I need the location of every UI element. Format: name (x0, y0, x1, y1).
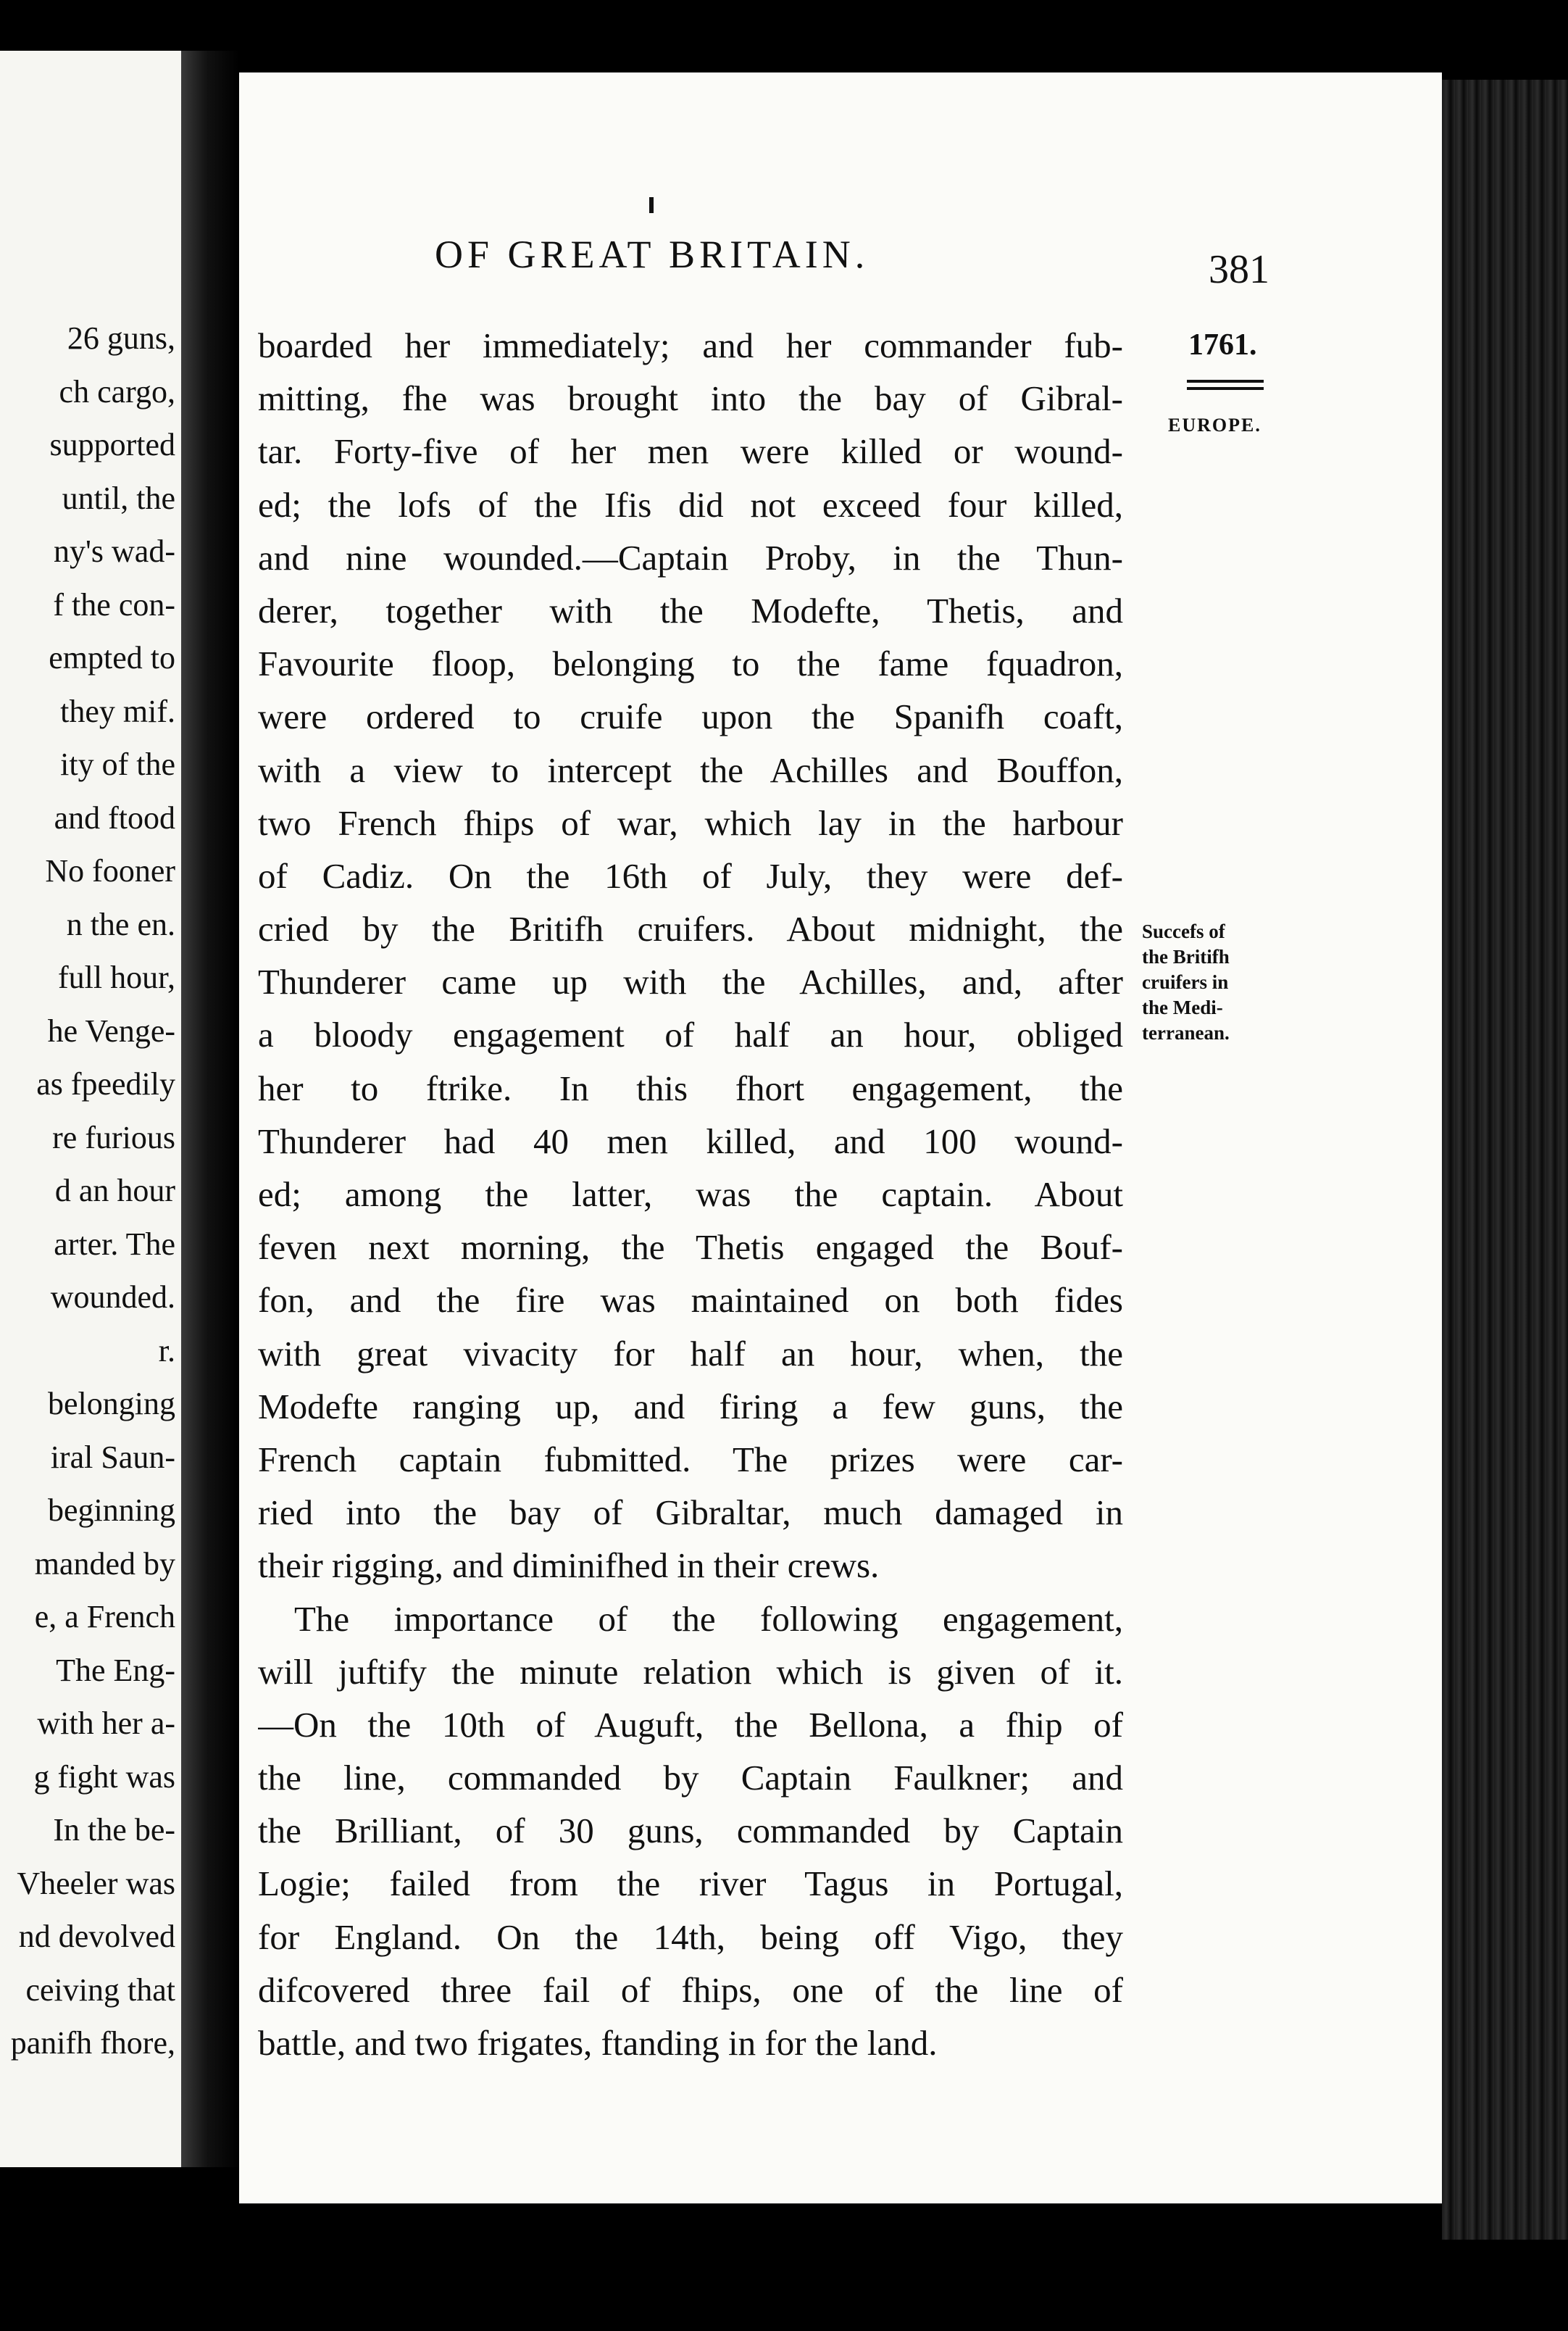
body-line: for England. On the 14th, being off Vigo, they (258, 1916, 1123, 1957)
facing-page-line: ceiving that (25, 1971, 175, 2008)
facing-page-line: Vheeler was (17, 1865, 175, 1901)
body-line: Logie; failed from the river Tagus in Portugal, (258, 1863, 1123, 1904)
body-line: boarded her immediately; and her commander fub- (258, 325, 1123, 365)
printer-mark (649, 197, 654, 213)
facing-page-line: full hour, (58, 960, 175, 995)
body-line: difcovered three fail of fhips, one of the line of (258, 1969, 1123, 2010)
facing-page-line: he Venge- (47, 1013, 175, 1049)
body-line: the line, commanded by Captain Faulkner; and (258, 1758, 1123, 1798)
body-line: Modefte ranging up, and firing a few guns, the (258, 1386, 1123, 1426)
body-line: cried by the Britifh cruifers. About midnight, the (258, 909, 1123, 950)
body-line: Thunderer came up with the Achilles, and, after (258, 962, 1123, 1002)
body-line: were ordered to cruife upon the Spanifh coaft, (258, 697, 1123, 737)
facing-page-line: as fpeedily (36, 1066, 175, 1102)
facing-page-line: n the en. (66, 906, 175, 942)
body-line: mitting, fhe was brought into the bay of Gibral- (258, 378, 1123, 419)
side-note-line: cruifers in (1142, 971, 1229, 993)
facing-page-line: d an hour (54, 1173, 175, 1208)
facing-page-line: arter. The (54, 1226, 175, 1262)
facing-page-line: f the con- (53, 586, 175, 623)
body-line: ed; among the latter, was the captain. About (258, 1174, 1123, 1214)
body-line: a bloody engagement of half an hour, obliged (258, 1015, 1123, 1055)
facing-page-line: nd devolved (18, 1919, 175, 1954)
facing-page-line: g fight was (33, 1758, 175, 1795)
facing-page-line: manded by (34, 1545, 175, 1582)
body-line: The importance of the following engagement, (294, 1598, 1123, 1639)
facing-page-text (11, 312, 175, 2070)
facing-page-line: iral Saun- (50, 1439, 175, 1475)
body-line: her to ftrike. In this fhort engagement, the (258, 1068, 1123, 1108)
facing-page-line: ch cargo, (59, 373, 175, 410)
facing-page-line: until, the (62, 480, 175, 516)
facing-page-line: ny's wad- (53, 533, 175, 569)
side-note-line: the Medi- (1142, 997, 1223, 1018)
facing-page-line: e, a French (34, 1599, 175, 1634)
body-line: derer, together with the Modefte, Thetis, and (258, 590, 1123, 631)
facing-page-line: panifh fhore, (10, 2025, 175, 2061)
body-line: and nine wounded.—Captain Proby, in the Thun- (258, 537, 1123, 578)
body-line: fon, and the fire was maintained on both fides (258, 1280, 1123, 1321)
body-line: will juftify the minute relation which is given of it. (258, 1651, 1123, 1692)
facing-page-line: In the be- (53, 1812, 175, 1848)
margin-year: 1761. (1188, 328, 1257, 362)
page-edges (1442, 80, 1568, 2240)
body-line: feven next morning, the Thetis engaged the Bouf- (258, 1227, 1123, 1268)
facing-page-fragment (0, 51, 181, 2167)
facing-page-line: No fooner (45, 853, 175, 889)
body-line: Favourite floop, belonging to the fame fquadron, (258, 644, 1123, 684)
body-line: the Brilliant, of 30 guns, commanded by Captain (258, 1811, 1123, 1851)
facing-page-line: 26 guns, (67, 320, 175, 356)
side-note (1142, 919, 1265, 1046)
facing-page-line: The Eng- (56, 1652, 175, 1688)
body-line: of Cadiz. On the 16th of July, they were def- (258, 855, 1123, 896)
facing-page-line: empted to (49, 640, 175, 676)
facing-page-line: supported (49, 427, 175, 462)
body-line: with great vivacity for half an hour, when, the (258, 1333, 1123, 1374)
body-line: their rigging, and diminifhed in their crews. (258, 1545, 880, 1586)
side-note-line: terranean. (1142, 1022, 1230, 1044)
body-text (258, 319, 1123, 2069)
facing-page-line: r. (158, 1332, 175, 1368)
page-number: 381 (1209, 247, 1269, 292)
margin-region: EUROPE. (1168, 415, 1262, 436)
body-line: ed; the lofs of the Ifis did not exceed four killed, (258, 484, 1123, 525)
book-gutter (181, 51, 239, 2167)
facing-page-line: re furious (52, 1119, 175, 1155)
facing-page-line: they mif. (60, 693, 175, 729)
facing-page-line: beginning (48, 1492, 175, 1528)
double-rule (1187, 380, 1264, 390)
body-line: battle, and two frigates, ftanding in for the land. (258, 2023, 938, 2063)
body-line: tar. Forty-five of her men were killed or wound- (258, 431, 1123, 472)
body-line: ried into the bay of Gibraltar, much damaged in (258, 1492, 1123, 1533)
facing-page-line: belonging (48, 1386, 175, 1421)
body-line: French captain fubmitted. The prizes were car- (258, 1439, 1123, 1479)
body-line: with a view to intercept the Achilles and Bouffon, (258, 749, 1123, 790)
running-title: OF GREAT BRITAIN. (435, 233, 870, 276)
side-note-line: the Britifh (1142, 946, 1230, 968)
side-note-line: Succefs of (1142, 921, 1225, 942)
body-line: —On the 10th of Auguft, the Bellona, a fhip of (258, 1704, 1123, 1745)
facing-page-line: and ftood (54, 799, 175, 836)
facing-page-line: ity of the (60, 747, 175, 782)
facing-page-line: wounded. (50, 1279, 175, 1315)
body-line: Thunderer had 40 men killed, and 100 wound- (258, 1121, 1123, 1161)
body-line: two French fhips of war, which lay in the harbour (258, 802, 1123, 843)
facing-page-line: with her a- (37, 1705, 175, 1741)
